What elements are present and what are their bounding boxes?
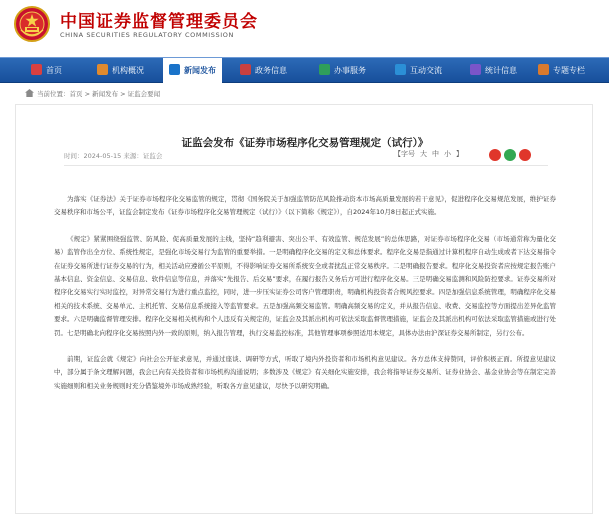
national-emblem-icon[interactable] [14, 6, 50, 42]
font-size-small-button[interactable]: 小 [444, 150, 451, 158]
article-panel [15, 104, 593, 514]
news-icon [169, 64, 180, 75]
paragraph: 为落实《证券法》关于证券市场程序化交易监管的规定，贯彻《国务院关于加强监管防范风险推动资本市场高质量发展的若干意见》，促进程序化交易规范发展，维护证券交易秩序和市场公平，证监会制定发布《证券市场程序化交易管理规定（试行）》（以下简称《规定》），自2024年10月8日起正式实施。 [54, 195, 556, 217]
article-title: 证监会发布《证券市场程序化交易管理规定（试行）》 [181, 137, 429, 149]
breadcrumb-text[interactable]: 当前位置：首页 > 新闻发布 > 证监会要闻 [37, 90, 161, 98]
nav-item-news[interactable] [163, 58, 222, 83]
main-nav [0, 57, 609, 83]
nav-label: 互动交流 [410, 66, 442, 75]
nav-label: 办事服务 [334, 66, 366, 75]
nav-item-topics[interactable] [538, 58, 585, 83]
nav-item-home[interactable] [31, 58, 62, 83]
nav-item-government[interactable] [240, 58, 287, 83]
site-subtitle: CHINA SECURITIES REGULATORY COMMISSION [60, 31, 234, 39]
nav-item-about[interactable] [97, 58, 144, 83]
weibo-share-icon[interactable] [489, 149, 501, 161]
nav-label: 统计信息 [485, 66, 517, 75]
font-size-large-button[interactable]: 大 [420, 150, 427, 158]
font-size-control [394, 149, 468, 159]
home-icon [31, 64, 42, 75]
wechat-share-icon[interactable] [504, 149, 516, 161]
article-body [54, 193, 556, 406]
nav-item-interaction[interactable] [395, 58, 442, 83]
chart-icon [470, 64, 481, 75]
nav-label: 政务信息 [255, 66, 287, 75]
nav-label: 机构概况 [112, 66, 144, 75]
paragraph: 前期，证监会就《规定》向社会公开征求意见，并通过座谈、调研等方式，听取了境内外投资者和市场机构意见建议。各方总体支持赞同，评价积极正面。所提意见建议中，部分属于条文理解问题，我会已向有关投资者和市场机构沟通说明；多数涉及《规定》有关细化实施安排，我会将指导证券交易所、证券业协会、基金业协会等在制定完善实施细则和相关业务规则时充分借鉴境外市场成熟经验，听取各方意见建议，尽快予以研究明确。 [54, 355, 556, 390]
home-icon [25, 89, 34, 97]
font-size-medium-button[interactable]: 中 [432, 150, 439, 158]
nav-label: 专题专栏 [553, 66, 585, 75]
nav-label: 首页 [46, 66, 62, 75]
breadcrumb [25, 89, 160, 98]
font-size-bracket-close: 】 [456, 150, 463, 158]
divider [64, 165, 548, 166]
service-icon [319, 64, 330, 75]
site-header [0, 0, 609, 56]
topic-icon [538, 64, 549, 75]
article-meta: 时间：2024-05-15 来源：证监会 [64, 152, 163, 160]
nav-label: 新闻发布 [184, 66, 216, 75]
nav-item-statistics[interactable] [470, 58, 517, 83]
paragraph: 《规定》紧紧围绕强监管、防风险、促高质量发展的主线，坚持“趋利避害、突出公平、有效监管、规范发展”的总体思路，对证券市场程序化交易（市场通常称为量化交易）监管作出全方位、系统性规定，是强化市场交易行为监管的重要举措。一是明确程序化交易的定义和总体要求。程序化交易是指通过计算机程序自动生成或者下达交易指令在证券交易所进行证券交易的行为，相关活动应遵循公平原则，不得影响证券交易所系统安全或者扰乱正常交易秩序。二是明确报告要求。程序化交易投资者应按规定报告账户基本信息、资金信息、交易信息、软件信息等信息，并落实“先报告、后交易”要求，在履行报告义务后方可进行程序化交易。三是明确交易监测和风险防控要求。证券交易所对程序化交易实行实时监控，对异常交易行为进行重点监控，同时，进一步压实证券公司客户管理职责，明确机构投资者合规风控要求。四是加强信息系统管理，明确程序化交易相关的技术系统、交易单元、主机托管、交易信息系统接入等监管要求。五是加强高频交易监管。明确高频交易的定义，并从报告信息、收费、交易监控等方面提出差异化监管要求。六是明确监督管理安排。程序化交易相关机构和个人违反有关规定的，证监会及其派出机构可依法采取监督管理措施，证监会及其派出机构可依法采取监管措施或进行处罚。七是明确北向程序化交易按照内外一致的原则，纳入报告管理，执行交易监控标准，其他管理事项参照适用本规定，具体办法由沪深证券交易所制定，另行公布。 [54, 234, 556, 337]
site-title[interactable]: 中国证券监督管理委员会 [60, 12, 258, 32]
nav-item-services[interactable] [319, 58, 366, 83]
font-size-label: 【字号 [394, 150, 415, 158]
government-icon [240, 64, 251, 75]
share-icon[interactable] [519, 149, 531, 161]
chat-icon [395, 64, 406, 75]
building-icon [97, 64, 108, 75]
